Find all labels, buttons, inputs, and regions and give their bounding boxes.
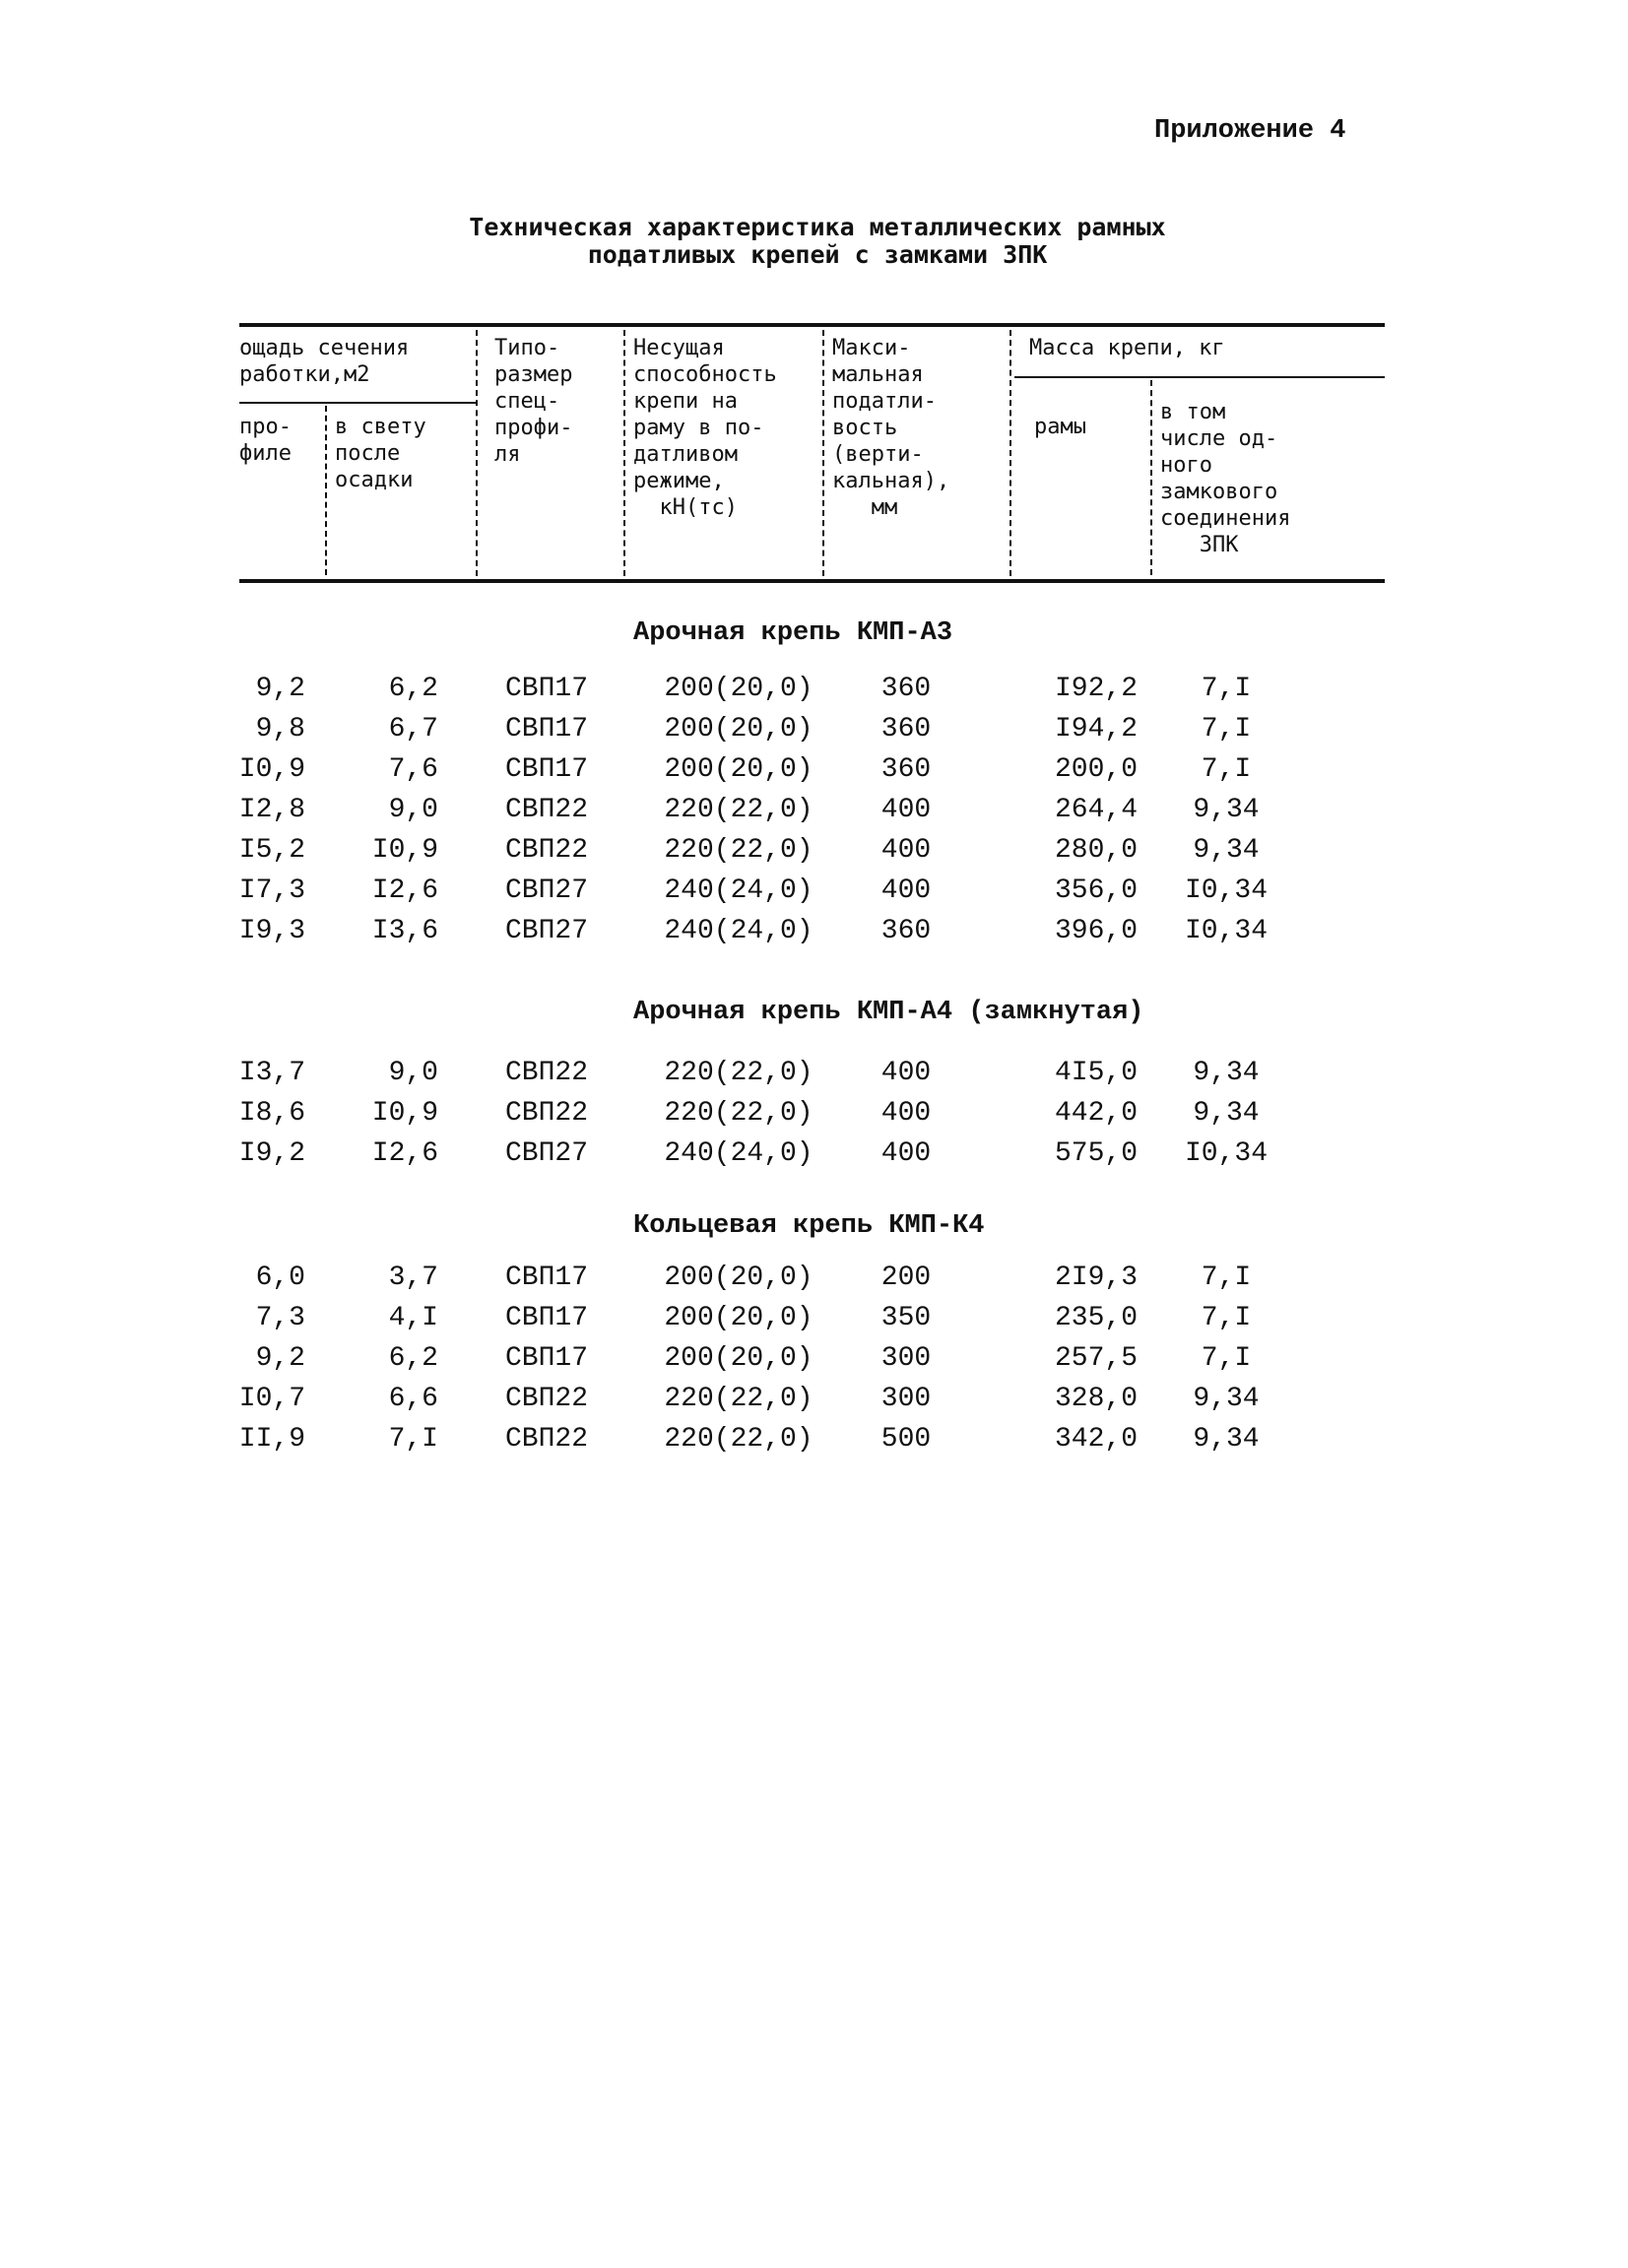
cell-compliance: 300 — [880, 1384, 932, 1414]
cell-mass-lock: 7,I — [1201, 674, 1252, 704]
table-row — [0, 791, 1628, 830]
cell-area-clear: 4,I — [388, 1303, 438, 1333]
cell-mass-frame: 342,0 — [1054, 1424, 1138, 1455]
cell-mass-frame: 4I5,0 — [1054, 1058, 1138, 1088]
cell-capacity: 220(22,0) — [664, 1384, 814, 1414]
cell-area-clear: 6,2 — [388, 674, 438, 704]
cell-area-clear: 7,6 — [388, 754, 438, 785]
cell-mass-lock: I0,34 — [1184, 916, 1268, 946]
cell-mass-lock: I0,34 — [1184, 1138, 1268, 1169]
cell-compliance: 350 — [880, 1303, 932, 1333]
header-bottom-rule — [239, 579, 1385, 583]
cell-area-clear: I2,6 — [371, 1138, 438, 1169]
cell-compliance: 360 — [880, 674, 932, 704]
cell-capacity: 200(20,0) — [664, 754, 814, 785]
cell-compliance: 400 — [880, 795, 932, 825]
cell-mass-frame: 235,0 — [1054, 1303, 1138, 1333]
cell-compliance: 400 — [880, 1098, 932, 1129]
area-subheader-rule — [239, 402, 476, 404]
mass-subheader-rule — [1014, 376, 1385, 378]
header-mass-group: Масса крепи, кг — [1029, 336, 1225, 360]
cell-mass-lock: 7,I — [1201, 1343, 1252, 1374]
cell-capacity: 200(20,0) — [664, 1343, 814, 1374]
cell-profile: СВП27 — [504, 875, 588, 906]
page-title-line-1: Техническая характеристика металлических рамных — [469, 213, 1166, 241]
cell-area-clear: I2,6 — [371, 875, 438, 906]
cell-area-profile: 7,3 — [255, 1303, 305, 1333]
cell-mass-lock: 9,34 — [1193, 1424, 1260, 1455]
cell-area-clear: 9,0 — [388, 1058, 438, 1088]
cell-capacity: 200(20,0) — [664, 674, 814, 704]
cell-mass-frame: 200,0 — [1054, 754, 1138, 785]
cell-mass-lock: 9,34 — [1193, 835, 1260, 866]
cell-profile: СВП17 — [504, 754, 588, 785]
cell-area-profile: I7,3 — [238, 875, 305, 906]
cell-area-profile: I9,2 — [238, 1138, 305, 1169]
cell-area-clear: 3,7 — [388, 1263, 438, 1293]
cell-compliance: 400 — [880, 875, 932, 906]
table-row — [0, 1134, 1628, 1174]
cell-mass-lock: 7,I — [1201, 1263, 1252, 1293]
cell-mass-lock: 7,I — [1201, 714, 1252, 745]
cell-area-clear: 9,0 — [388, 795, 438, 825]
cell-compliance: 400 — [880, 835, 932, 866]
column-divider — [476, 330, 478, 576]
header-area-profile: про- филе — [239, 415, 292, 466]
cell-capacity: 220(22,0) — [664, 1424, 814, 1455]
cell-profile: СВП17 — [504, 1303, 588, 1333]
cell-profile: СВП27 — [504, 916, 588, 946]
section-title: Арочная крепь КМП-А4 (замкнутая) — [633, 998, 1144, 1027]
cell-area-profile: 6,0 — [255, 1263, 305, 1293]
table-row — [0, 831, 1628, 871]
cell-area-clear: I0,9 — [371, 835, 438, 866]
cell-mass-frame: 257,5 — [1054, 1343, 1138, 1374]
cell-capacity: 200(20,0) — [664, 1303, 814, 1333]
header-capacity: Несущая способность крепи на раму в по- датливом режиме, кН(тс) — [633, 336, 777, 520]
cell-mass-lock: 9,34 — [1193, 1098, 1260, 1129]
cell-capacity: 220(22,0) — [664, 795, 814, 825]
header-compliance: Макси- мальная податли- вость (верти- кальная), мм — [832, 336, 950, 520]
cell-profile: СВП22 — [504, 1424, 588, 1455]
cell-capacity: 200(20,0) — [664, 714, 814, 745]
cell-profile: СВП17 — [504, 674, 588, 704]
cell-capacity: 220(22,0) — [664, 1098, 814, 1129]
cell-compliance: 360 — [880, 714, 932, 745]
cell-profile: СВП22 — [504, 1384, 588, 1414]
table-row — [0, 750, 1628, 790]
cell-profile: СВП22 — [504, 795, 588, 825]
cell-area-clear: I3,6 — [371, 916, 438, 946]
cell-profile: СВП17 — [504, 714, 588, 745]
cell-profile: СВП17 — [504, 1343, 588, 1374]
header-profile: Типо- размер спец- профи- ля — [494, 336, 573, 467]
table-row — [0, 872, 1628, 911]
cell-area-clear: 6,2 — [388, 1343, 438, 1374]
header-mass-frame: рамы — [1034, 415, 1086, 439]
cell-area-clear: 6,6 — [388, 1384, 438, 1414]
column-divider — [822, 330, 824, 576]
table-row — [0, 912, 1628, 951]
cell-area-profile: 9,2 — [255, 674, 305, 704]
cell-capacity: 240(24,0) — [664, 1138, 814, 1169]
cell-area-profile: I8,6 — [238, 1098, 305, 1129]
table-row — [0, 670, 1628, 709]
cell-area-clear: 7,I — [388, 1424, 438, 1455]
cell-compliance: 400 — [880, 1138, 932, 1169]
cell-area-clear: I0,9 — [371, 1098, 438, 1129]
cell-profile: СВП22 — [504, 1098, 588, 1129]
cell-mass-lock: 9,34 — [1193, 795, 1260, 825]
cell-mass-frame: 356,0 — [1054, 875, 1138, 906]
table-row — [0, 1420, 1628, 1459]
section-title: Арочная крепь КМП-А3 — [633, 618, 953, 648]
cell-mass-frame: 280,0 — [1054, 835, 1138, 866]
cell-area-profile: I0,7 — [238, 1384, 305, 1414]
column-divider — [1009, 330, 1011, 576]
table-row — [0, 710, 1628, 749]
column-divider — [1150, 380, 1152, 575]
cell-profile: СВП22 — [504, 835, 588, 866]
cell-capacity: 220(22,0) — [664, 835, 814, 866]
table-row — [0, 1259, 1628, 1298]
cell-capacity: 220(22,0) — [664, 1058, 814, 1088]
cell-compliance: 360 — [880, 754, 932, 785]
cell-area-profile: I9,3 — [238, 916, 305, 946]
cell-area-profile: I0,9 — [238, 754, 305, 785]
table-row — [0, 1094, 1628, 1134]
column-divider — [623, 330, 625, 576]
table-row — [0, 1339, 1628, 1379]
cell-mass-frame: 328,0 — [1054, 1384, 1138, 1414]
table-row — [0, 1054, 1628, 1093]
cell-mass-lock: 7,I — [1201, 1303, 1252, 1333]
cell-area-profile: I3,7 — [238, 1058, 305, 1088]
cell-area-profile: I5,2 — [238, 835, 305, 866]
cell-mass-frame: I94,2 — [1054, 714, 1138, 745]
header-area-group: ощадь сечения работки,м2 — [239, 336, 410, 387]
cell-capacity: 200(20,0) — [664, 1263, 814, 1293]
cell-compliance: 200 — [880, 1263, 932, 1293]
table-top-rule — [239, 323, 1385, 327]
header-mass-lock: в том числе од- ного замкового соединения ЗПК — [1160, 400, 1291, 557]
cell-compliance: 360 — [880, 916, 932, 946]
cell-profile: СВП22 — [504, 1058, 588, 1088]
column-divider — [325, 406, 327, 575]
section-title: Кольцевая крепь КМП-К4 — [633, 1211, 985, 1241]
header-area-clear: в свету после осадки — [335, 415, 426, 492]
cell-mass-frame: 396,0 — [1054, 916, 1138, 946]
cell-mass-lock: 7,I — [1201, 754, 1252, 785]
cell-area-profile: 9,8 — [255, 714, 305, 745]
cell-mass-frame: 264,4 — [1054, 795, 1138, 825]
cell-mass-frame: 575,0 — [1054, 1138, 1138, 1169]
cell-area-profile: II,9 — [238, 1424, 305, 1455]
cell-compliance: 500 — [880, 1424, 932, 1455]
cell-capacity: 240(24,0) — [664, 875, 814, 906]
table-row — [0, 1380, 1628, 1419]
cell-area-profile: 9,2 — [255, 1343, 305, 1374]
appendix-label: Приложение 4 — [1154, 116, 1346, 146]
cell-mass-lock: I0,34 — [1184, 875, 1268, 906]
cell-capacity: 240(24,0) — [664, 916, 814, 946]
cell-mass-frame: I92,2 — [1054, 674, 1138, 704]
cell-profile: СВП27 — [504, 1138, 588, 1169]
cell-mass-lock: 9,34 — [1193, 1058, 1260, 1088]
cell-mass-frame: 2I9,3 — [1054, 1263, 1138, 1293]
cell-mass-lock: 9,34 — [1193, 1384, 1260, 1414]
cell-compliance: 300 — [880, 1343, 932, 1374]
table-row — [0, 1299, 1628, 1338]
cell-mass-frame: 442,0 — [1054, 1098, 1138, 1129]
cell-area-profile: I2,8 — [238, 795, 305, 825]
cell-compliance: 400 — [880, 1058, 932, 1088]
cell-profile: СВП17 — [504, 1263, 588, 1293]
page-title-line-2: податливых крепей с замками ЗПК — [587, 240, 1048, 269]
cell-area-clear: 6,7 — [388, 714, 438, 745]
